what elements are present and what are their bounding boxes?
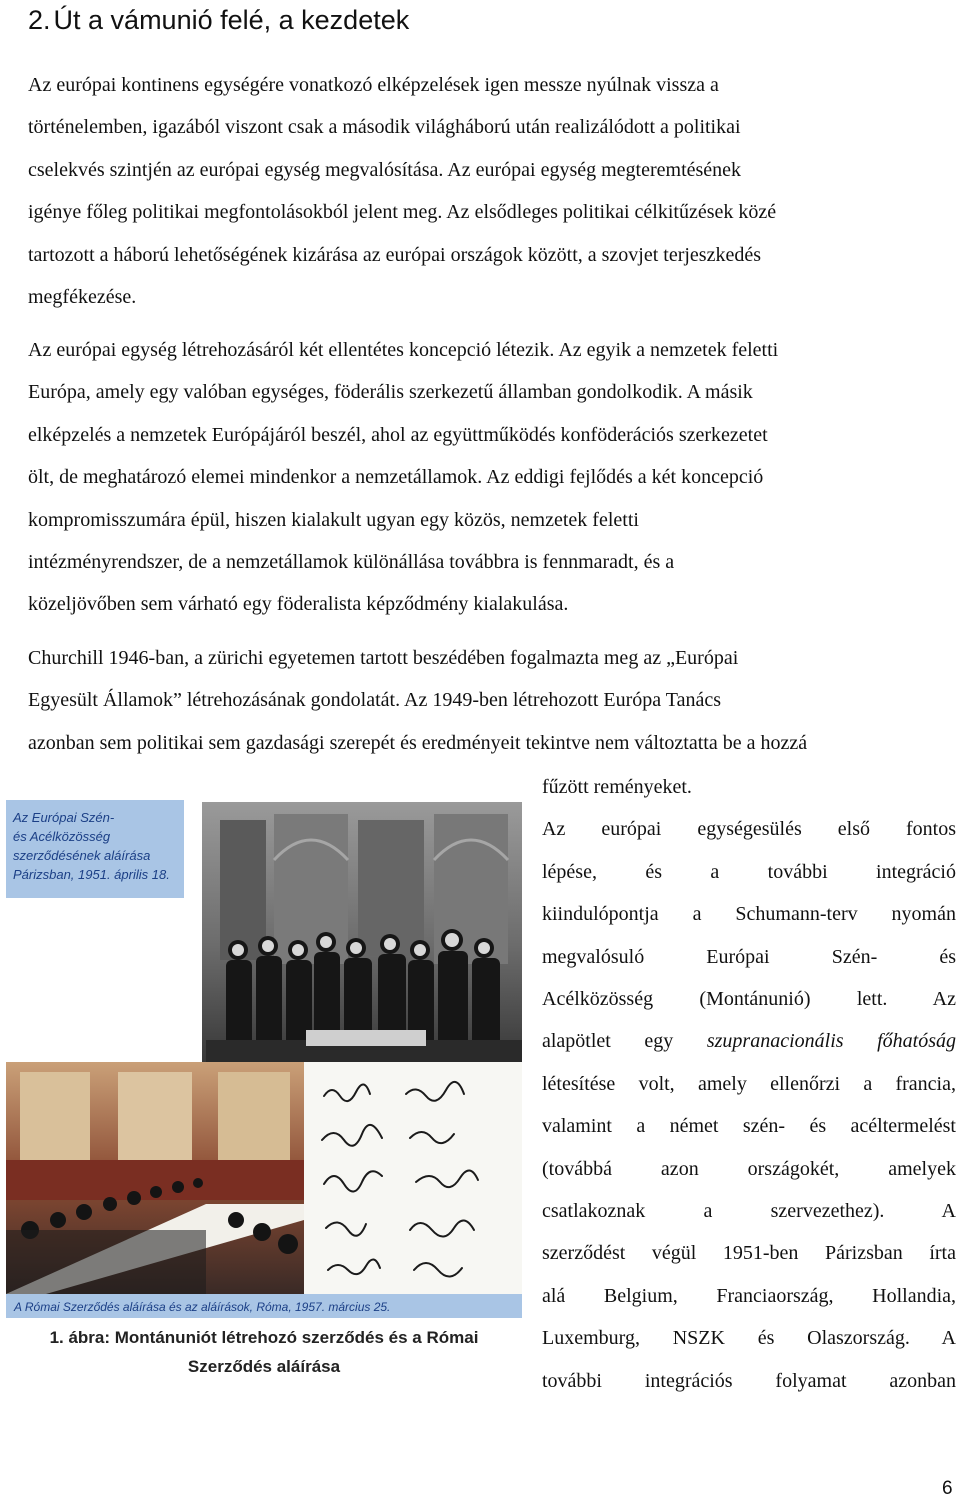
text-line: megfékezése. <box>28 286 137 309</box>
text-line: igénye főleg politikai megfontolásokból jelent meg. Az elsődleges politikai célkitűzések közé <box>28 201 777 224</box>
text-line <box>542 1020 956 1062</box>
text-line: lépése, és a további integráció <box>542 860 956 883</box>
figure-caption <box>6 1323 522 1381</box>
text-line: ölt, de meghatározó elemei mindenkor a nemzetállamok. Az eddigi fejlődés a két koncepció <box>28 466 764 489</box>
text-line: Luxemburg, NSZK és Olaszország. A <box>542 1327 956 1350</box>
text-line: intézményrendszer, de a nemzetállamok különállása továbbra is fennmaradt, és a <box>28 551 675 574</box>
emphasis-supranational-authority: szupranacionális főhatóság <box>706 1030 956 1053</box>
text-line: történelemben, igazából viszont csak a második világháború után realizálódott a politikai <box>28 116 741 139</box>
text-line: közeljövőben sem várható egy föderalista képződmény kialakulása. <box>28 593 569 616</box>
text-line: kiindulópontja a Schumann-terv nyomán <box>542 903 956 926</box>
text-line: Az európai egység létrehozásáról két ellentétes koncepció létezik. Az egyik a nemzetek feletti <box>28 339 779 361</box>
text-line: Európa, amely egy valóban egységes, föderális szerkezetű államban gondolkodik. A másik <box>28 381 753 404</box>
paragraph-churchill <box>28 637 956 764</box>
text-line: fűzött reményeket. <box>542 776 692 798</box>
figure-photo-collage <box>6 800 522 1325</box>
text-line: azonban sem politikai sem gazdasági szerepét és eredményeit tekintve nem változtatta be a hozzá <box>28 731 808 754</box>
text-line: csatlakoznak a szervezethez). A <box>542 1200 956 1223</box>
page-number: 6 <box>942 1478 953 1499</box>
text-line: további integrációs folyamat azonban <box>542 1369 956 1392</box>
text-line: szerződést végül 1951-ben Párizsban írta <box>542 1242 956 1265</box>
paragraph-intro <box>28 64 956 318</box>
text-line: kompromisszumára épül, hiszen kialakult ugyan egy közös, nemzetek feletti <box>28 508 639 531</box>
text-line: tartozott a háború lehetőségének kizárása az európai országok között, a szovjet terjeszkedés <box>28 243 762 266</box>
text-line: Churchill 1946-ban, a zürichi egyetemen tartott beszédében fogalmazta meg az „Európai <box>28 647 739 669</box>
text-line: alá Belgium, Franciaország, Hollandia, <box>542 1284 956 1307</box>
text-line: Az európai egységesülés első fontos <box>542 818 956 841</box>
rome-signing-photo <box>6 1062 304 1294</box>
text-run: alapötlet egy <box>542 1030 707 1053</box>
text-line: valamint a német szén- és acéltermelést <box>542 1115 956 1138</box>
text-line: Acélközösség (Montánunió) lett. Az <box>542 988 956 1011</box>
section-title: Út a vámunió felé, a kezdetek <box>53 5 410 35</box>
paragraph-concepts <box>28 329 956 626</box>
figure-caption-line: 1. ábra: Montánuniót létrehozó szerződés és a Római <box>49 1328 479 1347</box>
text-line: (továbbá azon országokét, amelyek <box>542 1157 956 1180</box>
figure-caption-line: Szerződés aláírása <box>187 1357 341 1376</box>
text-line: Egyesült Államok” létrehozásának gondolatát. Az 1949-ben létrehozott Európa Tanács <box>28 689 721 712</box>
text-line: Az európai kontinens egységére vonatkozó elképzelések igen messze nyúlnak vissza a <box>28 74 719 96</box>
label-top-line: Az Európai Szén- <box>13 810 115 825</box>
signatures-sheet <box>304 1062 522 1294</box>
section-heading <box>28 2 409 38</box>
figure-photo-collage-image <box>6 800 522 1325</box>
text-line: létesítése volt, amely ellenőrzi a francia, <box>542 1072 956 1095</box>
label-top-line: és Acélközösség <box>13 829 111 844</box>
text-line: megvalósuló Európai Szén- és <box>542 945 956 968</box>
side-column-text <box>542 766 956 1402</box>
label-top-line: szerződésének aláírása <box>13 848 151 863</box>
label-bottom-text: A Római Szerződés aláírása és az aláírások, Róma, 1957. március 25. <box>14 1300 391 1314</box>
text-line: elképzelés a nemzetek Európájáról beszél, ahol az együttműködés konföderációs szerkezetet <box>28 423 768 446</box>
label-top-line: Párizsban, 1951. április 18. <box>13 867 170 882</box>
section-number: 2. <box>28 5 51 35</box>
text-line: cselekvés szintjén az európai egység megvalósítása. Az európai egység megteremtésének <box>28 158 742 181</box>
